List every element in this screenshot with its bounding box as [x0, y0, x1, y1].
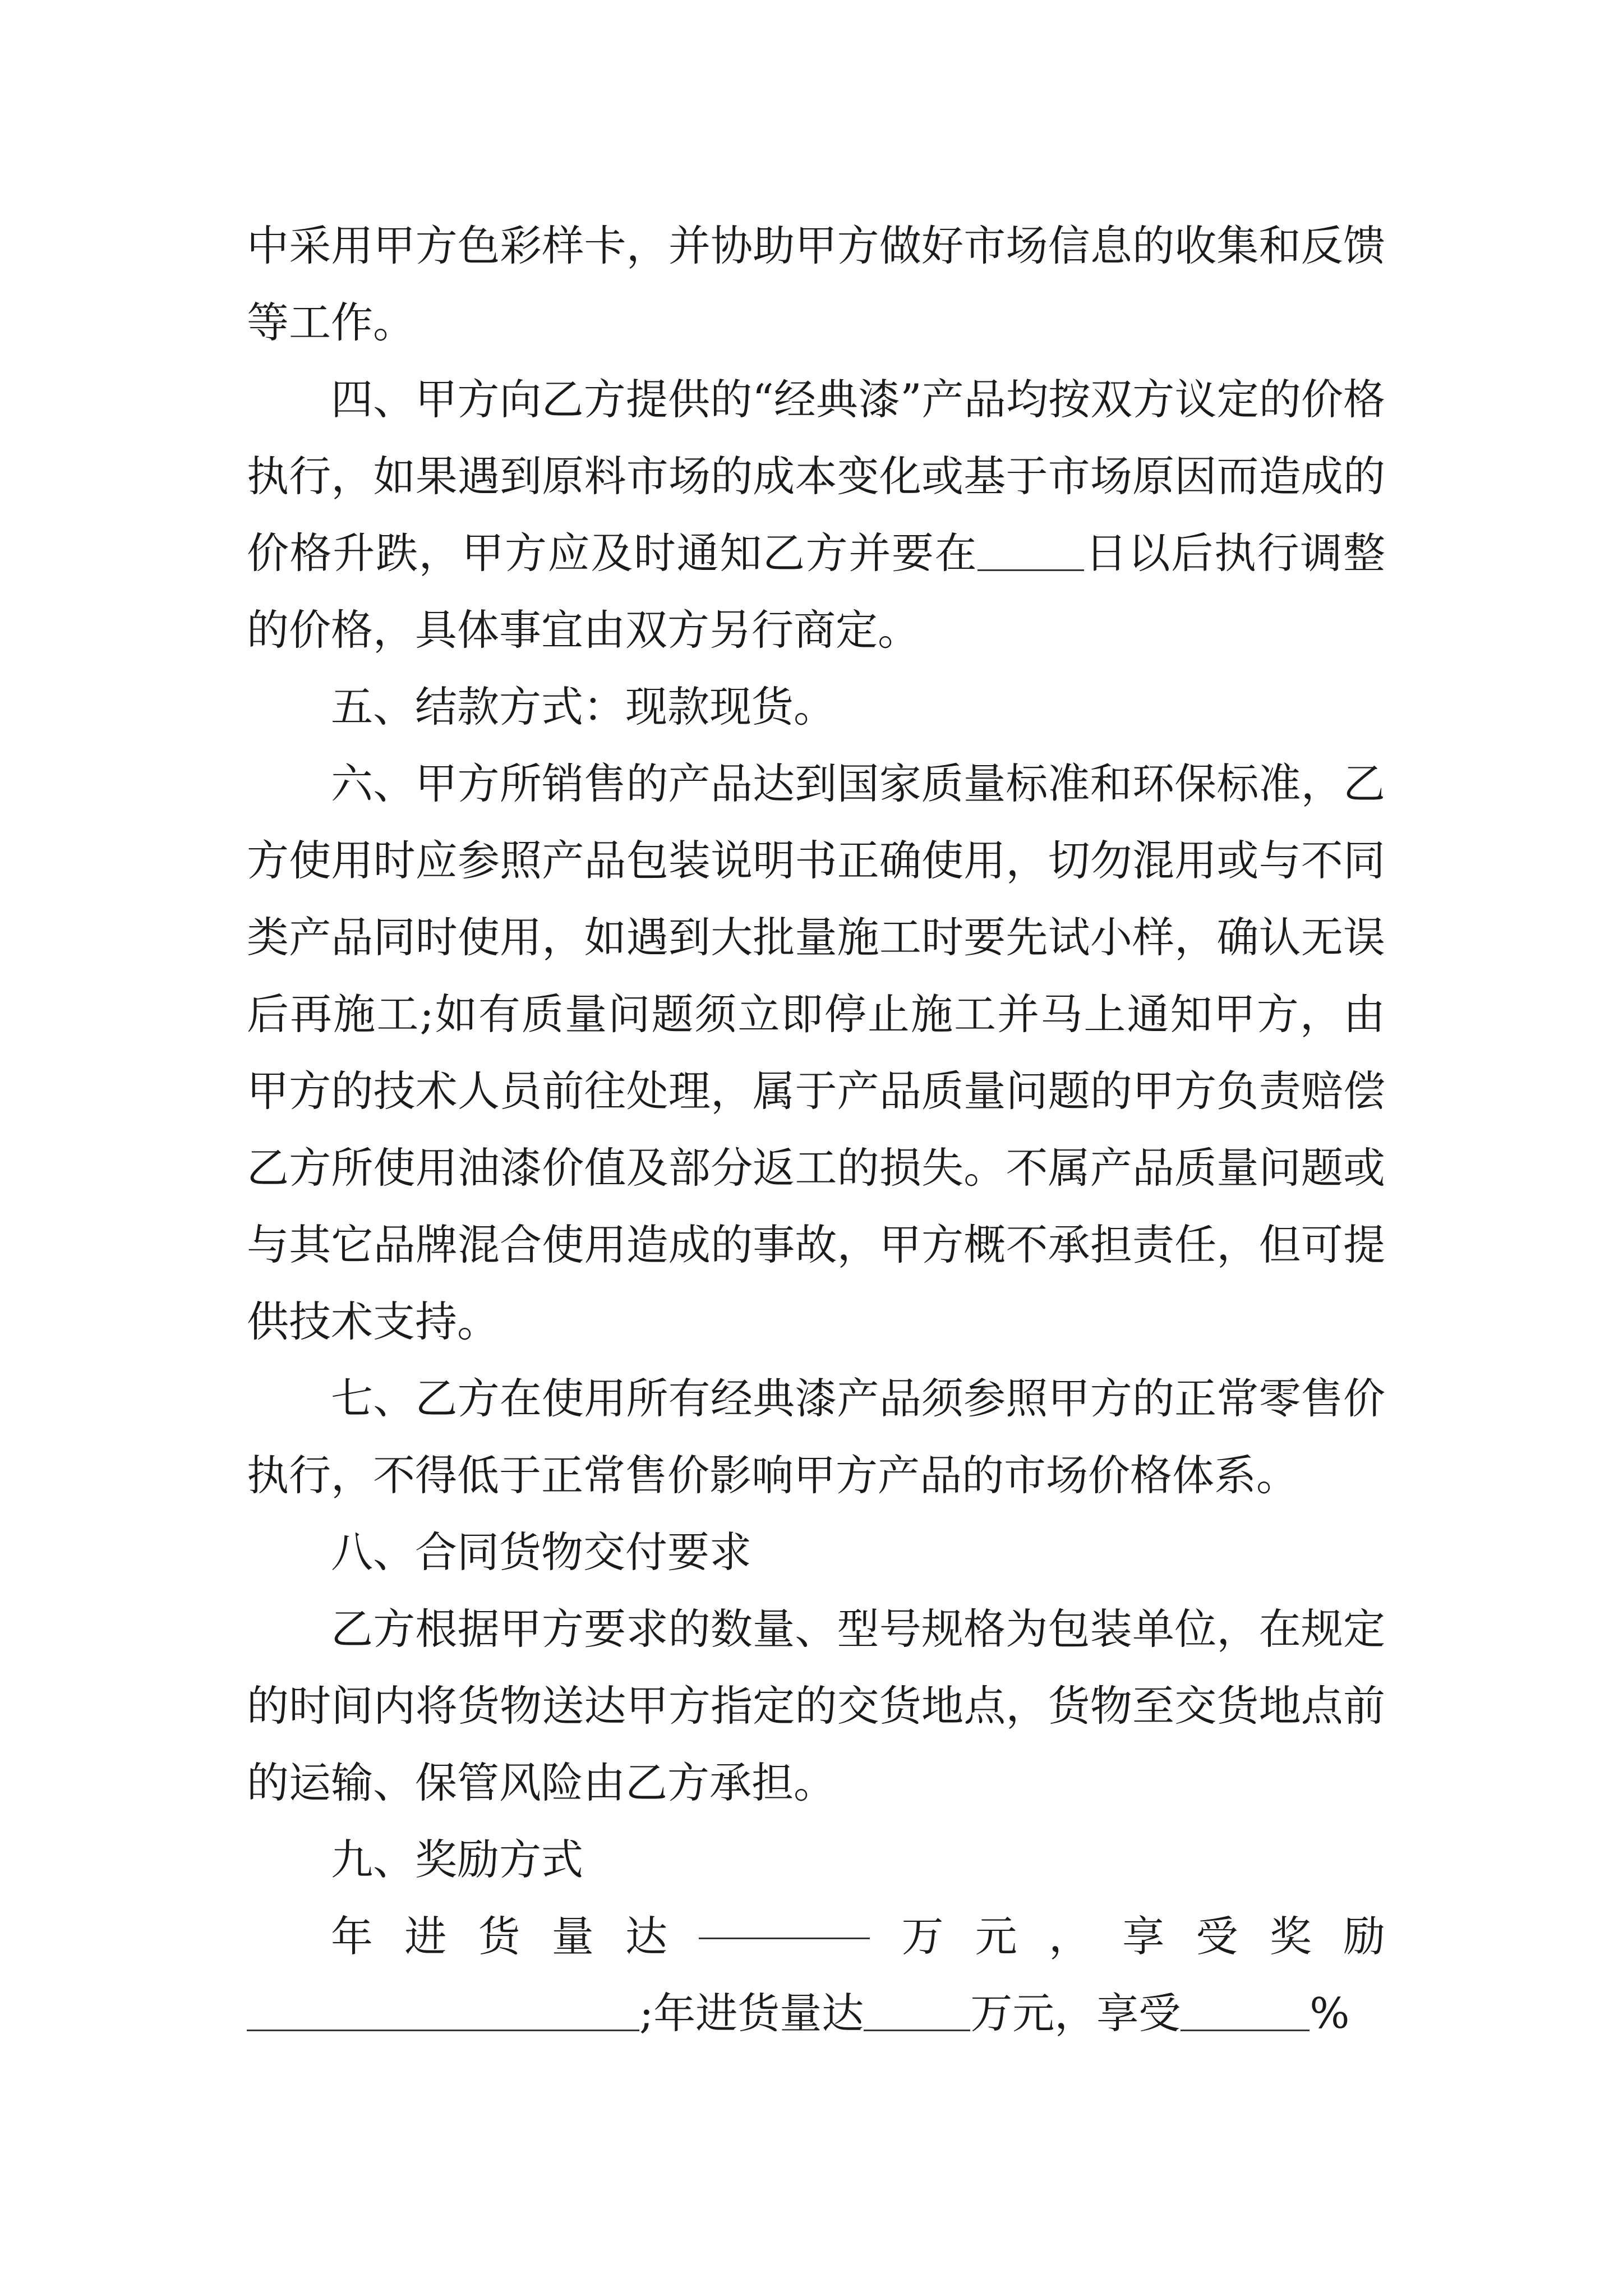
reward-char: 享	[1122, 1912, 1165, 1961]
reward-char: 量	[551, 1912, 594, 1961]
reward-char: 元	[975, 1912, 1017, 1961]
reward-char: ，	[1048, 1912, 1091, 1961]
reward-char: 达	[625, 1912, 668, 1961]
blank-reward-1	[247, 1990, 639, 2031]
reward-char: 万	[901, 1912, 944, 1961]
reward-char: 年	[331, 1912, 374, 1961]
clause-4	[247, 361, 1385, 669]
percent-sign: %	[1310, 1989, 1350, 2038]
reward-text-a: ;年进货量达	[639, 1989, 864, 2038]
reward-line-2	[247, 1975, 1385, 2052]
clause-4-text-a: 四、甲方向乙方提供的“经典漆”产品均按双方议定的价格执行，如果遇到原料市场的成本变化或基于市场原因而造成的价格升跌，甲方应及时通知乙方并要在	[247, 375, 1385, 578]
reward-line-1	[247, 1898, 1385, 1975]
blank-amount-2	[864, 1990, 970, 2031]
clause-5: 五、结款方式：现款现货。	[331, 682, 836, 731]
blank-amount-1	[699, 1898, 870, 1939]
reward-char: 奖	[1269, 1912, 1312, 1961]
reward-char: 受	[1196, 1912, 1238, 1961]
clause-4-text-b: 日以后执行调整的价格，具体事宜由双方另行商定。	[247, 528, 1385, 655]
clause-8-body: 乙方根据甲方要求的数量、型号规格为包装单位，在规定的时间内将货物送达甲方指定的交货地点，货物至交货地点前的运输、保管风险由乙方承担。	[247, 1604, 1385, 1807]
reward-char: 励	[1343, 1912, 1385, 1961]
blank-days	[978, 530, 1084, 571]
blank-percent	[1181, 1990, 1310, 2031]
clause-8-heading: 八、合同货物交付要求	[331, 1527, 752, 1577]
reward-char: 货	[478, 1912, 520, 1961]
clause-6: 六、甲方所销售的产品达到国家质量标准和环保标准，乙方使用时应参照产品包装说明书正确使用，切勿混用或与不同类产品同时使用，如遇到大批量施工时要先试小样，确认无误后再施工;如有质量问题须立即停止施工并马上通知甲方，由甲方的技术人员前往处理，属于产品质量问题的甲方负责赔偿乙方所使用油漆价值及部分返工的损失。不属产品质量问题或与其它品牌混合使用造成的事故，甲方概不承担责任，但可提供技术支持。	[247, 759, 1385, 1346]
document-page	[247, 208, 1385, 2052]
reward-char: 进	[404, 1912, 447, 1961]
reward-text-b: 万元，享受	[970, 1989, 1181, 2038]
paragraph-continuation: 中采用甲方色彩样卡，并协助甲方做好市场信息的收集和反馈等工作。	[247, 221, 1385, 347]
clause-9-heading: 九、奖励方式	[331, 1835, 584, 1884]
clause-7: 七、乙方在使用所有经典漆产品须参照甲方的正常零售价执行，不得低于正常售价影响甲方产品的市场价格体系。	[247, 1374, 1385, 1500]
